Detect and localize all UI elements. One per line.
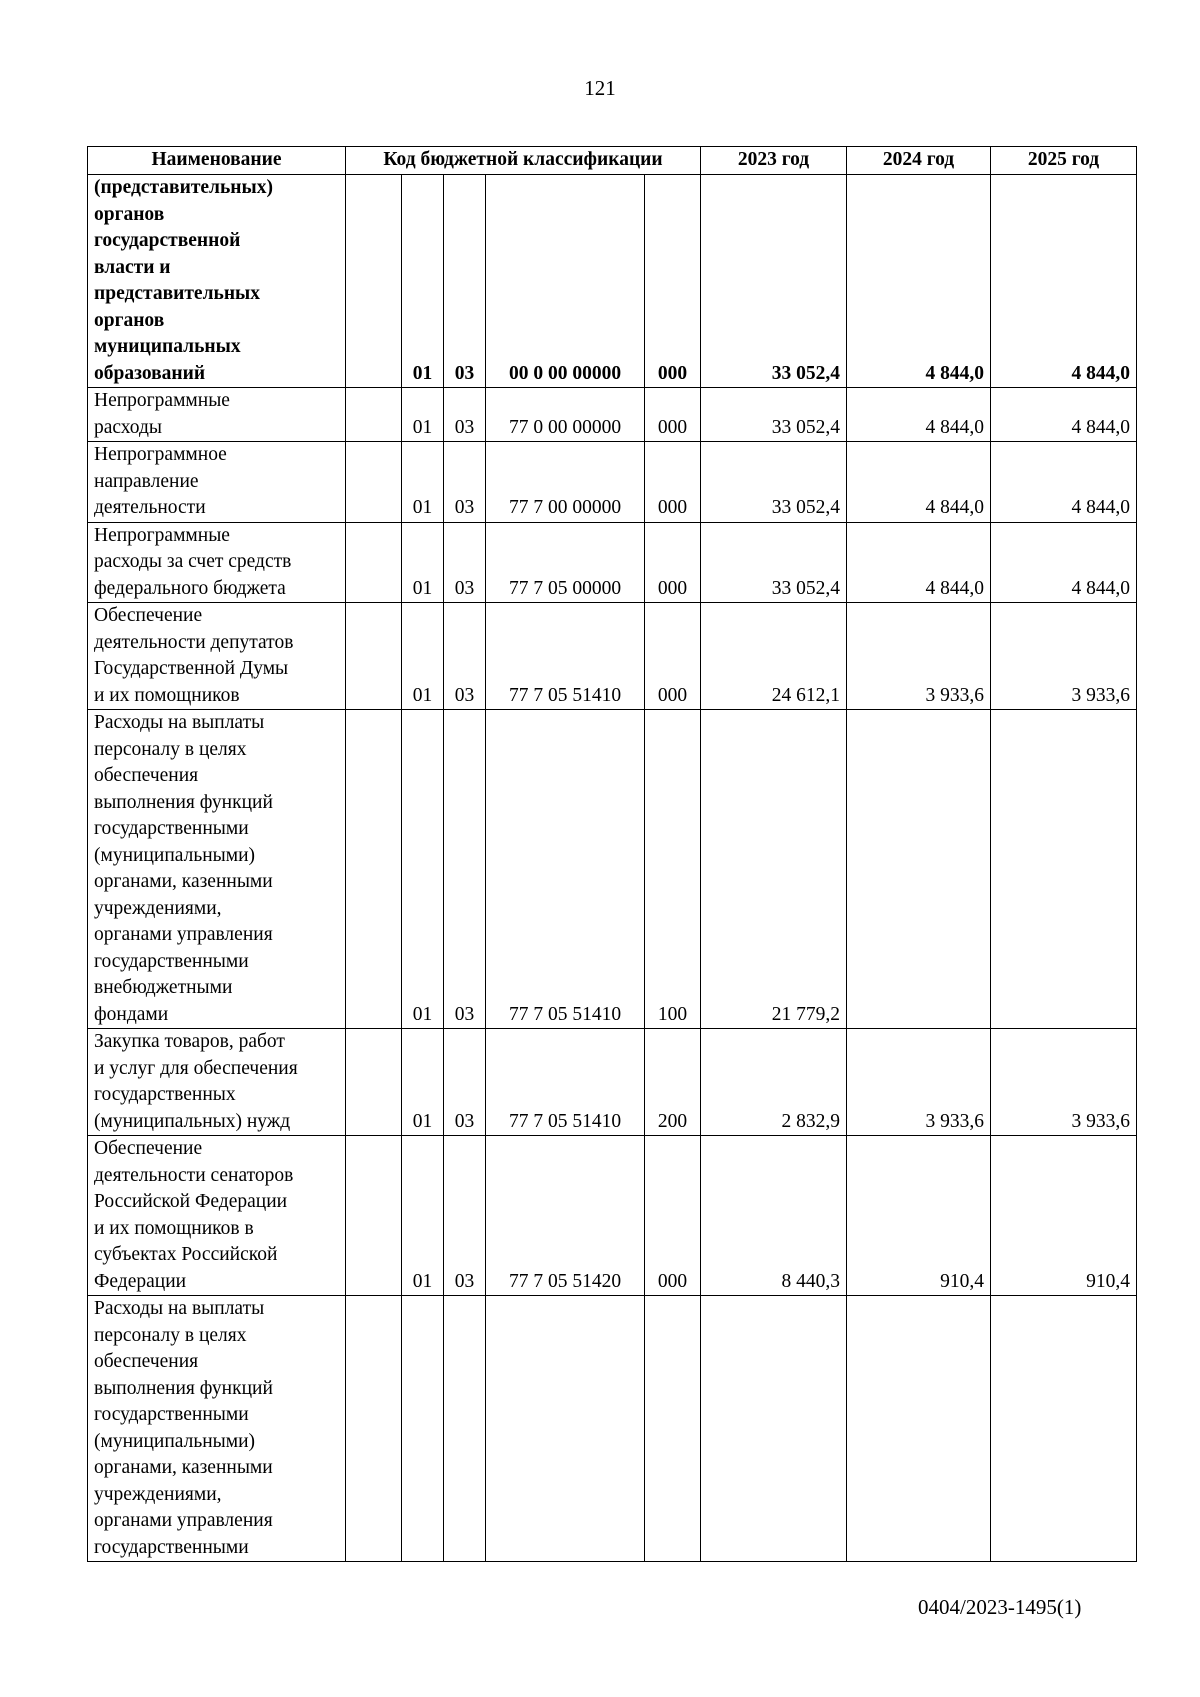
amount-2023: 8 440,3 bbox=[701, 1136, 847, 1296]
amount-2025: 3 933,6 bbox=[991, 603, 1137, 710]
code-section: 01 bbox=[402, 710, 444, 1029]
code-col-1 bbox=[346, 175, 402, 388]
code-subsection: 03 bbox=[444, 1136, 486, 1296]
header-2023: 2023 год bbox=[701, 147, 847, 175]
code-subsection bbox=[444, 1296, 486, 1562]
row-name: Непрограммное направление деятельности bbox=[88, 442, 346, 523]
page-number: 121 bbox=[584, 76, 616, 100]
code-col-1 bbox=[346, 603, 402, 710]
code-expense-type: 000 bbox=[645, 522, 701, 603]
row-name: Обеспечение деятельности сенаторов Российской Федерации и их помощников в субъектах Российской Федерации bbox=[88, 1136, 346, 1296]
code-expense-type: 100 bbox=[645, 710, 701, 1029]
code-section: 01 bbox=[402, 175, 444, 388]
table-row bbox=[88, 522, 1137, 603]
amount-2025: 4 844,0 bbox=[991, 175, 1137, 388]
budget-table bbox=[87, 146, 1137, 1562]
code-col-1 bbox=[346, 442, 402, 523]
amount-2024: 3 933,6 bbox=[847, 1029, 991, 1136]
amount-2024: 4 844,0 bbox=[847, 522, 991, 603]
amount-2025: 4 844,0 bbox=[991, 522, 1137, 603]
code-subsection: 03 bbox=[444, 442, 486, 523]
amount-2023: 33 052,4 bbox=[701, 442, 847, 523]
amount-2024: 910,4 bbox=[847, 1136, 991, 1296]
code-target-article: 77 0 00 00000 bbox=[486, 388, 645, 442]
amount-2024 bbox=[847, 710, 991, 1029]
code-section: 01 bbox=[402, 1029, 444, 1136]
code-subsection: 03 bbox=[444, 175, 486, 388]
row-name: Непрограммные расходы bbox=[88, 388, 346, 442]
code-expense-type: 000 bbox=[645, 1136, 701, 1296]
code-section: 01 bbox=[402, 442, 444, 523]
amount-2023: 33 052,4 bbox=[701, 388, 847, 442]
code-target-article: 77 7 05 51410 bbox=[486, 710, 645, 1029]
table-row bbox=[88, 1296, 1137, 1562]
code-expense-type: 000 bbox=[645, 442, 701, 523]
code-section: 01 bbox=[402, 388, 444, 442]
amount-2024: 3 933,6 bbox=[847, 603, 991, 710]
code-expense-type: 000 bbox=[645, 175, 701, 388]
table-header-row bbox=[88, 147, 1137, 175]
amount-2024: 4 844,0 bbox=[847, 442, 991, 523]
header-code: Код бюджетной классификации bbox=[346, 147, 701, 175]
amount-2024: 4 844,0 bbox=[847, 388, 991, 442]
code-subsection: 03 bbox=[444, 710, 486, 1029]
code-expense-type: 000 bbox=[645, 603, 701, 710]
code-section: 01 bbox=[402, 522, 444, 603]
code-col-1 bbox=[346, 710, 402, 1029]
header-2024: 2024 год bbox=[847, 147, 991, 175]
row-name: Закупка товаров, работ и услуг для обеспечения государственных (муниципальных) нужд bbox=[88, 1029, 346, 1136]
amount-2025: 4 844,0 bbox=[991, 388, 1137, 442]
table-row bbox=[88, 442, 1137, 523]
header-name: Наименование bbox=[88, 147, 346, 175]
code-target-article bbox=[486, 1296, 645, 1562]
code-col-1 bbox=[346, 1296, 402, 1562]
amount-2025: 4 844,0 bbox=[991, 442, 1137, 523]
table-row bbox=[88, 175, 1137, 388]
amount-2023: 33 052,4 bbox=[701, 522, 847, 603]
row-name: (представительных) органов государственной власти и представительных органов муниципальных образований bbox=[88, 175, 346, 388]
header-2025: 2025 год bbox=[991, 147, 1137, 175]
amount-2023: 2 832,9 bbox=[701, 1029, 847, 1136]
code-col-1 bbox=[346, 1136, 402, 1296]
amount-2023: 33 052,4 bbox=[701, 175, 847, 388]
code-expense-type: 200 bbox=[645, 1029, 701, 1136]
code-target-article: 77 7 05 00000 bbox=[486, 522, 645, 603]
code-expense-type bbox=[645, 1296, 701, 1562]
code-target-article: 77 7 05 51410 bbox=[486, 1029, 645, 1136]
code-col-1 bbox=[346, 522, 402, 603]
code-section bbox=[402, 1296, 444, 1562]
amount-2025 bbox=[991, 710, 1137, 1029]
table-row bbox=[88, 1029, 1137, 1136]
code-target-article: 00 0 00 00000 bbox=[486, 175, 645, 388]
amount-2023: 21 779,2 bbox=[701, 710, 847, 1029]
amount-2025 bbox=[991, 1296, 1137, 1562]
code-expense-type: 000 bbox=[645, 388, 701, 442]
table-row bbox=[88, 710, 1137, 1029]
row-name: Расходы на выплаты персоналу в целях обеспечения выполнения функций государственными (муниципальными) органами, казенными учреждениями, органами управления государственными внебюджетными фондами bbox=[88, 710, 346, 1029]
amount-2024: 4 844,0 bbox=[847, 175, 991, 388]
code-subsection: 03 bbox=[444, 603, 486, 710]
row-name: Непрограммные расходы за счет средств федерального бюджета bbox=[88, 522, 346, 603]
table-row bbox=[88, 388, 1137, 442]
document-number: 0404/2023-1495(1) bbox=[918, 1595, 1082, 1619]
code-subsection: 03 bbox=[444, 522, 486, 603]
code-target-article: 77 7 00 00000 bbox=[486, 442, 645, 523]
code-target-article: 77 7 05 51410 bbox=[486, 603, 645, 710]
code-subsection: 03 bbox=[444, 388, 486, 442]
amount-2024 bbox=[847, 1296, 991, 1562]
code-section: 01 bbox=[402, 603, 444, 710]
amount-2023 bbox=[701, 1296, 847, 1562]
row-name: Обеспечение деятельности депутатов Государственной Думы и их помощников bbox=[88, 603, 346, 710]
table-row bbox=[88, 603, 1137, 710]
code-col-1 bbox=[346, 1029, 402, 1136]
code-col-1 bbox=[346, 388, 402, 442]
amount-2023: 24 612,1 bbox=[701, 603, 847, 710]
row-name: Расходы на выплаты персоналу в целях обеспечения выполнения функций государственными (муниципальными) органами, казенными учреждениями, органами управления государственными bbox=[88, 1296, 346, 1562]
amount-2025: 910,4 bbox=[991, 1136, 1137, 1296]
amount-2025: 3 933,6 bbox=[991, 1029, 1137, 1136]
code-section: 01 bbox=[402, 1136, 444, 1296]
code-target-article: 77 7 05 51420 bbox=[486, 1136, 645, 1296]
code-subsection: 03 bbox=[444, 1029, 486, 1136]
table-row bbox=[88, 1136, 1137, 1296]
